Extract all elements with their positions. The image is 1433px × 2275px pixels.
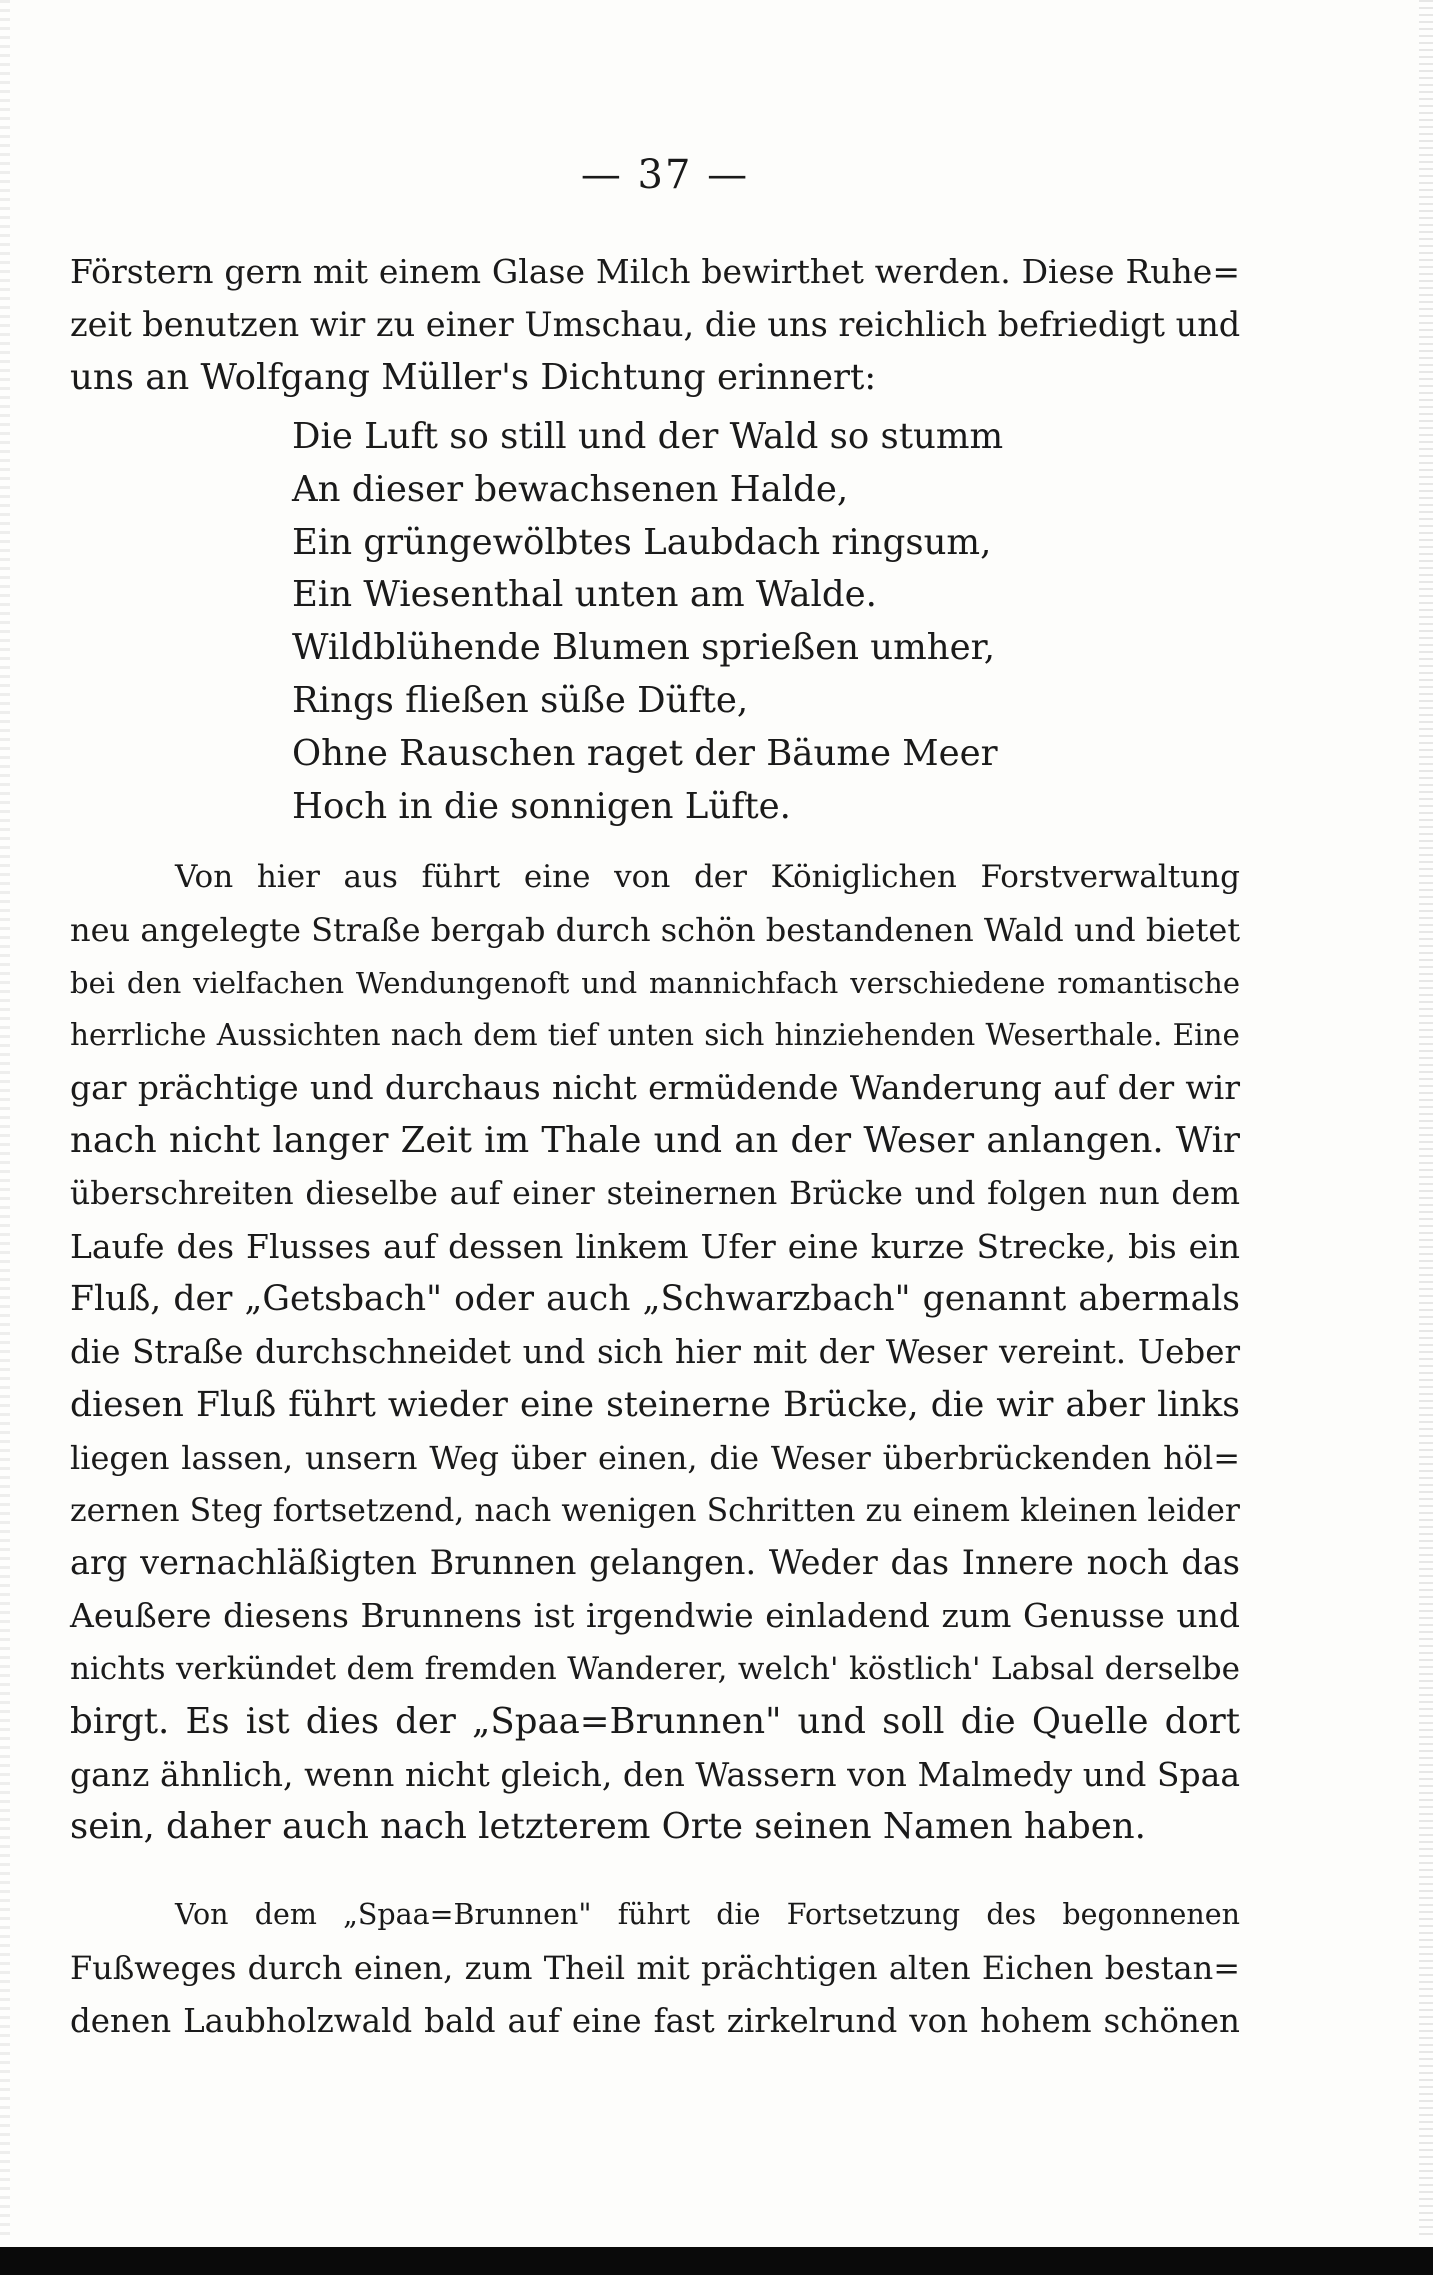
paragraph-spaa-brunnen (70, 1889, 1240, 2047)
text-line: Förstern gern mit einem Glase Milch bewirthet werden. Diese Ruhe= (70, 252, 1240, 291)
right-page-edge (1419, 0, 1433, 2240)
text-line: herrliche Aussichten nach dem tief unten sich hinziehenden Weserthale. Eine (70, 1018, 1240, 1053)
text-line: birgt. Es ist dies der „Spaa=Brunnen" und soll die Quelle dort (70, 1700, 1240, 1742)
text-line: Von dem „Spaa=Brunnen" führt die Fortsetzung des begonnenen (175, 1898, 1240, 1931)
poem-line: Ein Wiesenthal unten am Walde. (292, 574, 877, 616)
text-line: arg vernachläßigten Brunnen gelangen. Weder das Innere noch das (70, 1543, 1240, 1583)
intro-paragraph (70, 246, 1240, 404)
paragraph-route-description (70, 851, 1240, 1854)
text-line: diesen Fluß führt wieder eine steinerne Brücke, die wir aber links (70, 1384, 1240, 1425)
text-line: gar prächtige und durchaus nicht ermüdende Wanderung auf der wir (70, 1068, 1240, 1108)
text-line: Aeußere diesens Brunnens ist irgendwie einladend zum Genusse und (70, 1596, 1240, 1636)
text-line: Von hier aus führt eine von der Königlichen Forstverwaltung (175, 859, 1240, 895)
text-line: Fluß, der „Getsbach" oder auch „Schwarzbach" genannt abermals (70, 1279, 1240, 1320)
text-line: denen Laubholzwald bald auf eine fast zirkelrund von hohem schönen (70, 2001, 1240, 2040)
text-line: uns an Wolfgang Müller's Dichtung erinnert: (70, 356, 877, 398)
text-line: liegen lassen, unsern Weg über einen, die Weser überbrückenden höl= (70, 1438, 1240, 1477)
poem-line: Hoch in die sonnigen Lüfte. (292, 785, 791, 827)
left-page-edge (0, 0, 10, 2240)
text-line: ganz ähnlich, wenn nicht gleich, den Wassern von Malmedy und Spaa (70, 1754, 1240, 1794)
poem-line: Ein grüngewölbtes Laubdach ringsum, (292, 521, 992, 563)
scan-bottom-border (0, 2247, 1433, 2275)
poem-line: Die Luft so still und der Wald so stumm (292, 416, 1004, 457)
poem-line: Wildblühende Blumen sprießen umher, (292, 627, 996, 669)
text-line: nach nicht langer Zeit im Thale und an der Weser anlangen. Wir (70, 1119, 1240, 1161)
text-line: sein, daher auch nach letzterem Orte seinen Namen haben. (70, 1806, 1146, 1848)
text-line: zernen Steg fortsetzend, nach wenigen Schritten zu einem kleinen leider (70, 1492, 1240, 1529)
text-line: Fußweges durch einen, zum Theil mit prächtigen alten Eichen bestan= (70, 1948, 1240, 1987)
text-line: überschreiten dieselbe auf einer steinernen Brücke und folgen nun dem (70, 1175, 1240, 1212)
poem-stanza (292, 411, 1003, 833)
poem-line: Rings fließen süße Düfte, (292, 679, 749, 721)
text-line: Laufe des Flusses auf dessen linkem Ufer eine kurze Strecke, bis ein (70, 1226, 1240, 1266)
text-line: zeit benutzen wir zu einer Umschau, die uns reichlich befriedigt und (70, 304, 1241, 344)
text-line: nichts verkündet dem fremden Wanderer, welch' köstlich' Labsal derselbe (70, 1650, 1240, 1687)
poem-line: An dieser bewachsenen Halde, (292, 468, 849, 510)
text-line: bei den vielfachen Wendungenoft und mannichfach verschiedene romantische (70, 965, 1240, 1000)
text-line: neu angelegte Straße bergab durch schön bestandenen Wald und bietet (70, 910, 1241, 949)
page-number: — 37 — (580, 152, 750, 198)
poem-line: Ohne Rauschen raget der Bäume Meer (292, 732, 998, 774)
text-line: die Straße durchschneidet und sich hier mit der Weser vereint. Ueber (70, 1333, 1240, 1372)
